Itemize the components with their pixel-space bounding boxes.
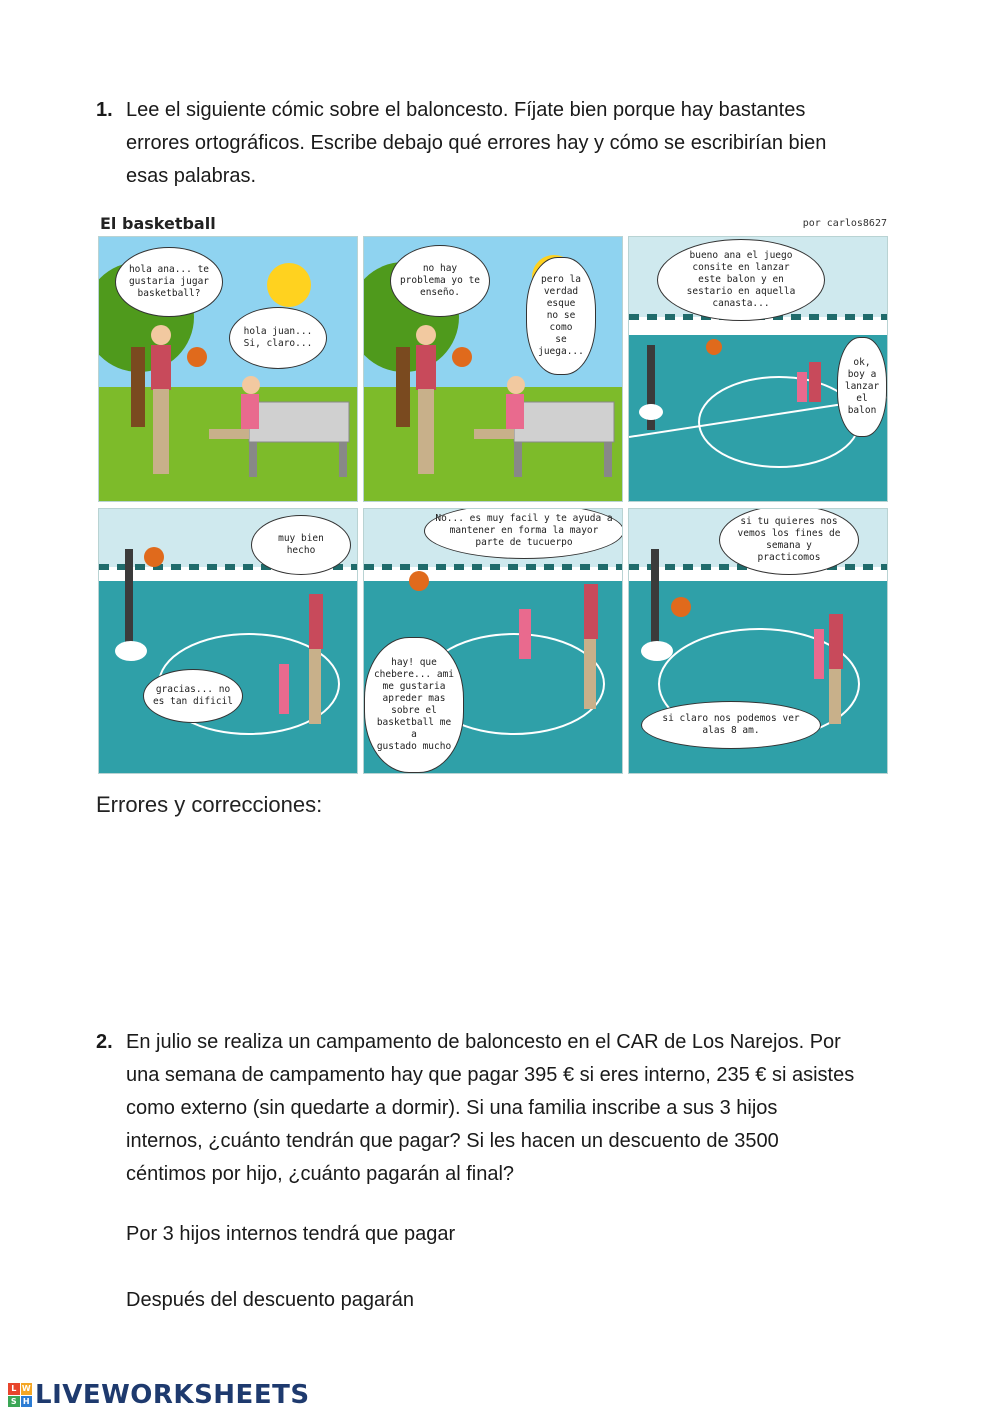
speech-bubble: gracias... no es tan dificil bbox=[143, 669, 243, 723]
comic-panel-5 bbox=[363, 508, 623, 774]
speech-bubble: hay! que chebere... ami me gustaria apreder mas sobre el basketball me a gustado mucho bbox=[364, 637, 464, 773]
comic-panel-1 bbox=[98, 236, 358, 502]
question-text bbox=[126, 94, 916, 193]
question-line: errores ortográficos. Escribe debajo qué errores hay y cómo se escribirían bien bbox=[126, 132, 827, 154]
answer-prompt-2: Después del descuento pagarán bbox=[126, 1289, 414, 1311]
question-number: 1. bbox=[96, 99, 113, 121]
answer-prompt-1: Por 3 hijos internos tendrá que pagar bbox=[126, 1223, 456, 1245]
liveworksheets-logo bbox=[8, 1380, 310, 1410]
question-line: esas palabras. bbox=[126, 165, 257, 187]
question-line: una semana de campamento hay que pagar 395 € si eres interno, 235 € si asistes bbox=[126, 1064, 855, 1086]
comic-title: El basketball bbox=[100, 214, 216, 233]
question-1 bbox=[96, 94, 916, 193]
question-2 bbox=[96, 1026, 916, 1191]
question-line: céntimos por hijo, ¿cuánto pagarán al final? bbox=[126, 1163, 515, 1185]
comic-panel-2 bbox=[363, 236, 623, 502]
logo-letter: H bbox=[21, 1396, 33, 1408]
comic-strip bbox=[96, 210, 891, 776]
question-line: como externo (sin quedarte a dormir). Si una familia inscribe a sus 3 hijos bbox=[126, 1097, 778, 1119]
question-text bbox=[126, 1026, 916, 1191]
errors-heading: Errores y correcciones: bbox=[96, 792, 323, 817]
speech-bubble: bueno ana el juego consite en lanzar este balon y en sestario en aquella canasta... bbox=[657, 239, 825, 321]
speech-bubble: muy bien hecho bbox=[251, 515, 351, 575]
speech-bubble: hola ana... te gustaria jugar basketball? bbox=[115, 247, 223, 317]
comic-panel-6 bbox=[628, 508, 888, 774]
speech-bubble: pero la verdad esque no se como se juega... bbox=[526, 257, 596, 375]
speech-bubble: No... es muy facil y te ayuda a mantener en forma la mayor parte de tucuerpo bbox=[424, 508, 623, 559]
question-line: En julio se realiza un campamento de baloncesto en el CAR de Los Narejos. Por bbox=[126, 1031, 841, 1053]
speech-bubble: ok, boy a lanzar el balon bbox=[837, 337, 887, 437]
speech-bubble: hola juan... Si, claro... bbox=[229, 307, 327, 369]
comic-author: por carlos8627 bbox=[802, 218, 887, 229]
question-line: Lee el siguiente cómic sobre el baloncesto. Fíjate bien porque hay bastantes bbox=[126, 99, 806, 121]
speech-bubble: no hay problema yo te enseño. bbox=[390, 245, 490, 317]
speech-bubble: si claro nos podemos ver alas 8 am. bbox=[641, 701, 821, 749]
logo-text: LIVEWORKSHEETS bbox=[35, 1380, 310, 1410]
comic-panel-3 bbox=[628, 236, 888, 502]
logo-letter: S bbox=[8, 1396, 20, 1408]
question-line: internos, ¿cuánto tendrán que pagar? Si les hacen un descuento de 3500 bbox=[126, 1130, 779, 1152]
logo-letter: W bbox=[21, 1384, 31, 1394]
logo-icon bbox=[8, 1383, 32, 1407]
question-number: 2. bbox=[96, 1031, 113, 1053]
speech-bubble: si tu quieres nos vemos los fines de semana y practicomos bbox=[719, 508, 859, 575]
comic-panel-4 bbox=[98, 508, 358, 774]
logo-letter: L bbox=[8, 1383, 20, 1395]
